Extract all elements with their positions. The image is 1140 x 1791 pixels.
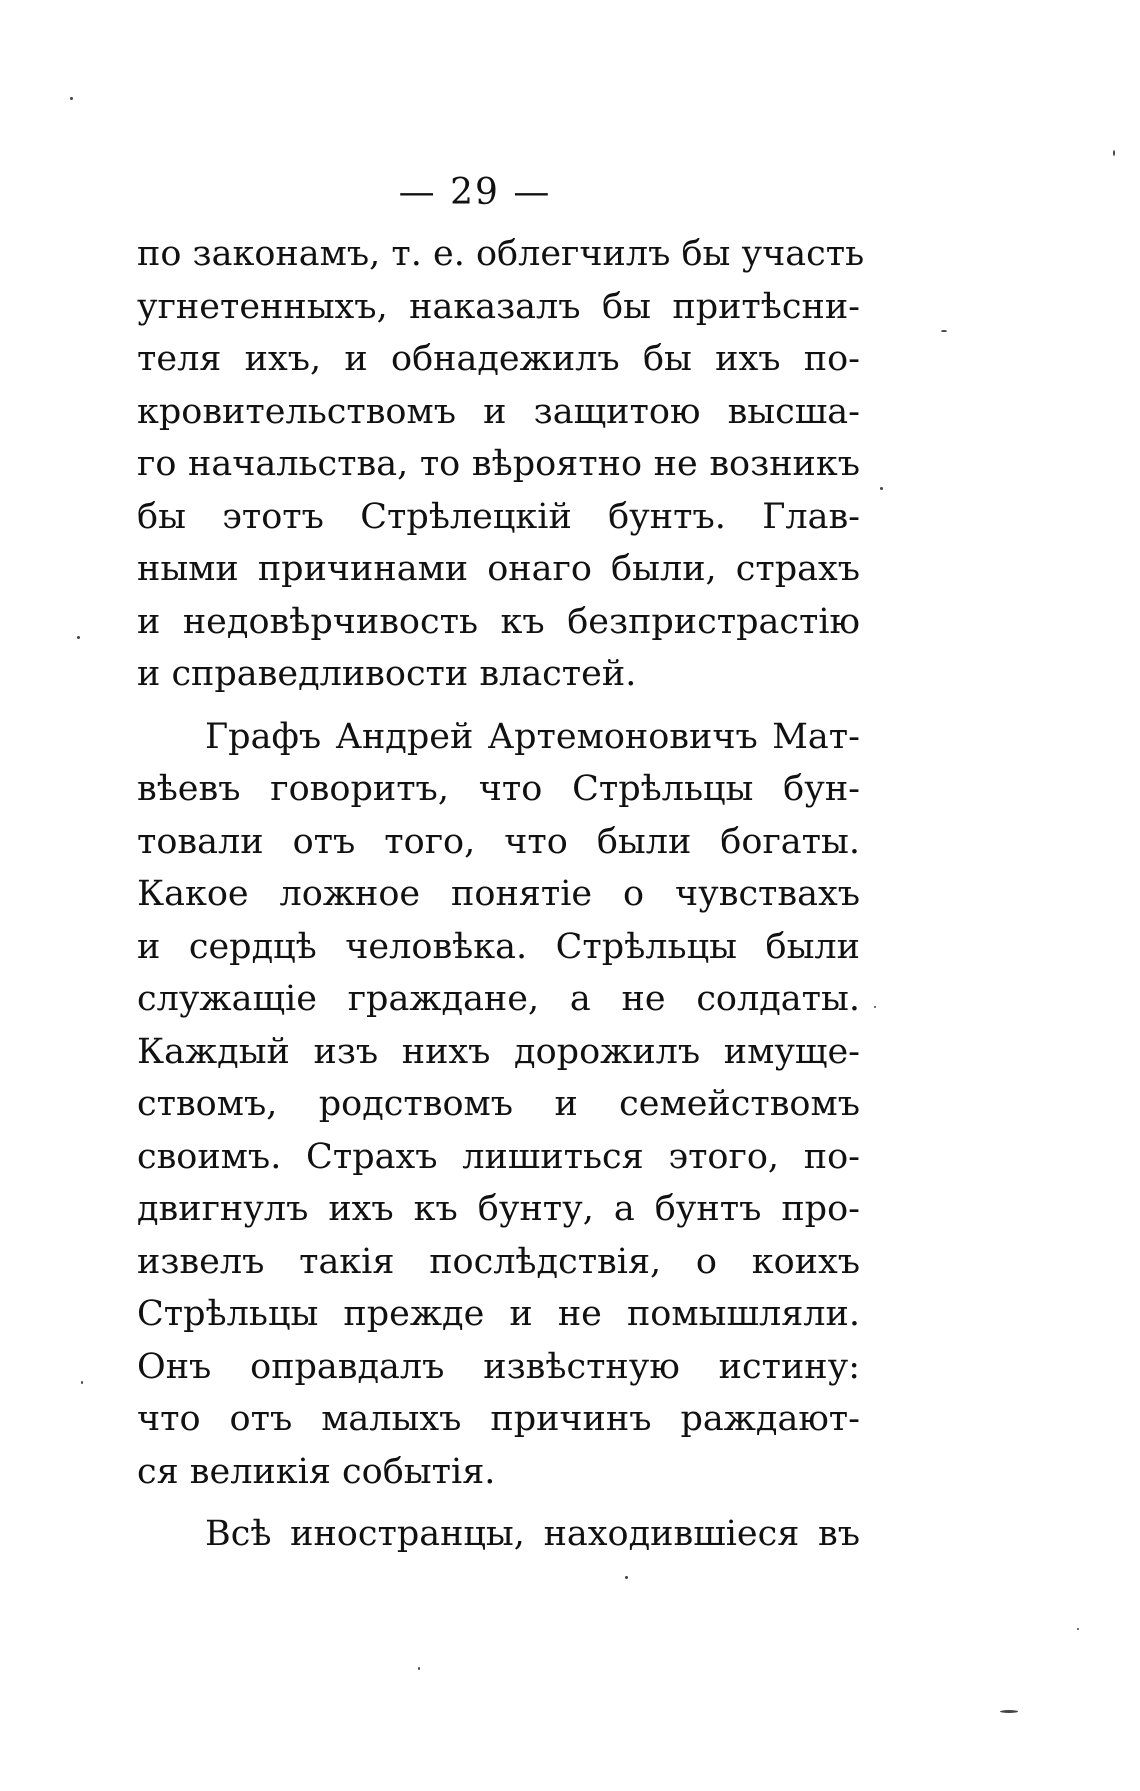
- scan-speck: [77, 636, 80, 639]
- scan-speck: [418, 1667, 420, 1670]
- scan-speck: [1077, 1628, 1079, 1630]
- paragraph-gap: [137, 1498, 860, 1508]
- text-line: Всѣ иностранцы, находившіеся въ: [205, 1514, 860, 1554]
- scan-speck: [81, 1381, 83, 1384]
- text-line: ся великія событія.: [137, 1451, 496, 1492]
- text-line: и справедливости властей.: [137, 654, 637, 694]
- scan-speck: [1000, 1710, 1018, 1713]
- scan-speck: [70, 97, 73, 100]
- text-line: товали отъ того, что были богаты.: [137, 821, 860, 862]
- paragraph: [137, 711, 860, 1499]
- body-text: [137, 228, 865, 1561]
- text-line: служащіе граждане, а не солдаты.: [137, 979, 860, 1019]
- text-line: бы этотъ Стрѣлецкій бунтъ. Глав-: [137, 496, 860, 537]
- paragraph: [137, 228, 865, 701]
- scan-speck: [625, 1576, 628, 1579]
- scan-speck: [1113, 150, 1115, 156]
- paragraph: [137, 1508, 860, 1561]
- text-line: по законамъ, т. е. облегчилъ бы участь: [137, 234, 865, 274]
- text-line: Стрѣльцы прежде и не помышляли.: [137, 1294, 860, 1334]
- text-line: Онъ оправдалъ извѣстную истину:: [137, 1346, 860, 1387]
- text-line: и сердцѣ человѣка. Стрѣльцы были: [137, 926, 860, 967]
- text-line: что отъ малыхъ причинъ раждают-: [137, 1399, 860, 1439]
- text-line: извелъ такія послѣдствія, о коихъ: [137, 1241, 860, 1282]
- paragraph-gap: [137, 701, 860, 711]
- text-line: двигнулъ ихъ къ бунту, а бунтъ про-: [137, 1189, 860, 1229]
- scan-speck: [880, 487, 883, 490]
- text-line: ствомъ, родствомъ и семействомъ: [137, 1084, 860, 1124]
- text-line: теля ихъ, и обнадежилъ бы ихъ по-: [137, 339, 860, 379]
- text-line: вѣевъ говоритъ, что Стрѣльцы бун-: [137, 769, 860, 809]
- text-line: угнетенныхъ, наказалъ бы притѣсни-: [137, 286, 860, 327]
- scan-speck: [874, 1006, 876, 1008]
- text-line: своимъ. Страхъ лишиться этого, по-: [137, 1136, 860, 1177]
- text-line: ными причинами онаго были, страхъ: [137, 549, 860, 589]
- scan-speck: [941, 330, 947, 332]
- text-line: Графъ Андрей Артемоновичъ Мат-: [205, 716, 860, 757]
- text-line: Каждый изъ нихъ дорожилъ имуще-: [137, 1031, 860, 1072]
- text-line: го начальства, то вѣроятно не возникъ: [137, 444, 860, 484]
- page-number: — 29 —: [398, 172, 552, 213]
- text-line: и недовѣрчивость къ безпристрастію: [137, 601, 860, 642]
- text-line: Какое ложное понятіе о чувствахъ: [137, 874, 860, 914]
- text-line: кровительствомъ и защитою высша-: [137, 391, 860, 432]
